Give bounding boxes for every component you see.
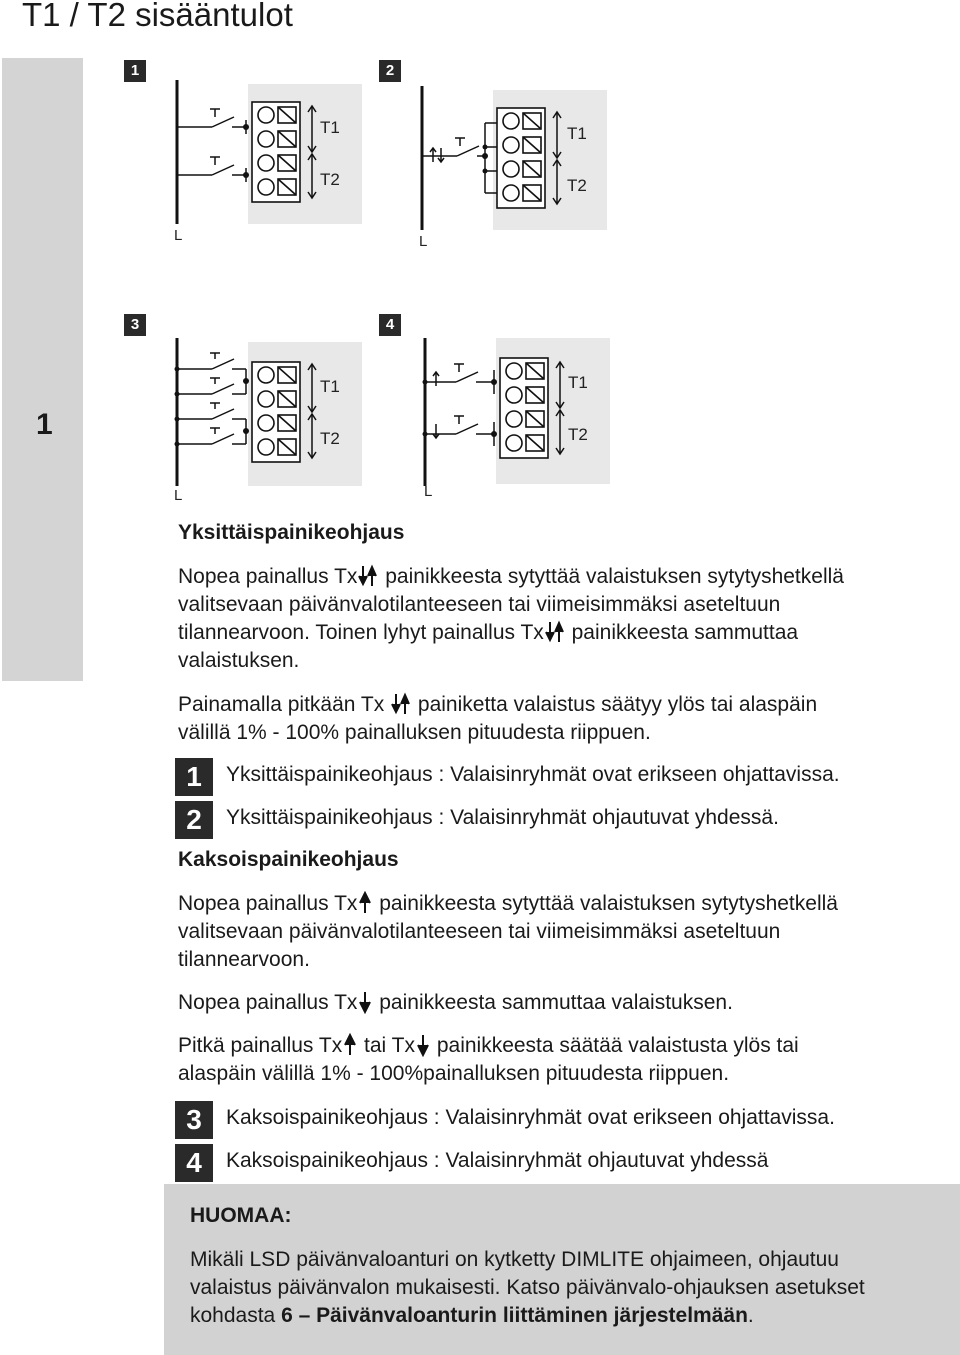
- note-heading: HUOMAA:: [190, 1204, 292, 1227]
- sidebar: [2, 58, 83, 681]
- single-paragraph-2: Painamalla pitkään Tx painiketta valaistus säätyy ylös tai alaspäin välillä 1% - 100% painalluksen pituudesta riippuen.: [178, 693, 818, 744]
- diagram-label-t2: T2: [567, 176, 587, 195]
- arrow-up-icon: [357, 891, 373, 915]
- number-badge: 2: [175, 801, 213, 839]
- diagram-label-t1: T1: [320, 118, 340, 137]
- diagram-label-l: L: [419, 233, 428, 250]
- diagram-label-t1: T1: [320, 377, 340, 396]
- diagram-badge-1: 1: [124, 60, 146, 82]
- number-badge: 4: [175, 1144, 213, 1182]
- note-reference: 6 – Päivänvaloanturin liittäminen järjestelmään: [281, 1304, 748, 1327]
- arrow-up-icon: [342, 1033, 358, 1057]
- arrow-down-icon: [357, 990, 373, 1014]
- wiring-diagram-4: [408, 334, 858, 524]
- diagram-badge-3: 3: [124, 314, 146, 336]
- wiring-diagram-2: [405, 78, 855, 268]
- note-text: Mikäli LSD päivänvaloanturi on kytketty DIMLITE ohjaimeen, ohjautuu valaistus päivänvalon mukaisesti. Katso päivänvalo-ohjauksen asetukset kohdasta 6 – Päivänvaloanturin liittäminen järjestelmään.: [190, 1248, 865, 1327]
- diagram-label-t2: T2: [320, 429, 340, 448]
- double-paragraph-2: Nopea painallus Tx painikkeesta sammuttaa valaistuksen.: [178, 991, 733, 1014]
- double-heading: Kaksoispainikeohjaus: [178, 848, 399, 871]
- diagram-label-t1: T1: [567, 124, 587, 143]
- diagram-badge-2: 2: [379, 60, 401, 82]
- single-heading: Yksittäispainikeohjaus: [178, 521, 405, 544]
- diagram-label-l: L: [174, 227, 183, 244]
- list-item-text: Kaksoispainikeohjaus : Valaisinryhmät ohjautuvat yhdessä: [226, 1149, 769, 1172]
- list-item-text: Yksittäispainikeohjaus : Valaisinryhmät ohjautuvat yhdessä.: [226, 806, 779, 829]
- number-badge: 1: [175, 758, 213, 796]
- diagram-label-t1: T1: [568, 373, 588, 392]
- diagram-badge-4: 4: [379, 314, 401, 336]
- double-paragraph-1: Nopea painallus Tx painikkeesta sytyttää valaistuksen sytytyshetkellä valitsevaan päivänvalotilanteeseen tai viimeisimmäksi aseteltuun tilannearvoon.: [178, 892, 838, 971]
- single-paragraph-1: Nopea painallus Tx painikkeesta sytyttää valaistuksen sytytyshetkellä valitsevaan päivänvalotilanteeseen tai viimeisimmäksi aseteltuun tilannearvoon. Toinen lyhyt painallus Tx painikkeesta sammuttaa valaistuksen.: [178, 565, 844, 672]
- note-box: [164, 1184, 960, 1355]
- page-title: T1 / T2 sisääntulot: [22, 0, 293, 33]
- arrow-up-down-icon: [544, 620, 566, 644]
- arrow-up-down-icon: [390, 692, 412, 716]
- diagram-label-l: L: [424, 483, 433, 500]
- diagram-label-l: L: [174, 487, 183, 504]
- number-badge: 3: [175, 1101, 213, 1139]
- arrow-up-down-icon: [357, 564, 379, 588]
- diagram-label-t2: T2: [320, 170, 340, 189]
- arrow-down-icon: [415, 1033, 431, 1057]
- section-number: 1: [36, 408, 53, 441]
- double-paragraph-3: Pitkä painallus Tx tai Tx painikkeesta säätää valaistusta ylös tai alaspäin välillä 1% - 100%painalluksen pituudesta riippuen.: [178, 1034, 799, 1085]
- list-item-text: Yksittäispainikeohjaus : Valaisinryhmät ovat erikseen ohjattavissa.: [226, 763, 840, 786]
- diagram-label-t2: T2: [568, 425, 588, 444]
- list-item-text: Kaksoispainikeohjaus : Valaisinryhmät ovat erikseen ohjattavissa.: [226, 1106, 835, 1129]
